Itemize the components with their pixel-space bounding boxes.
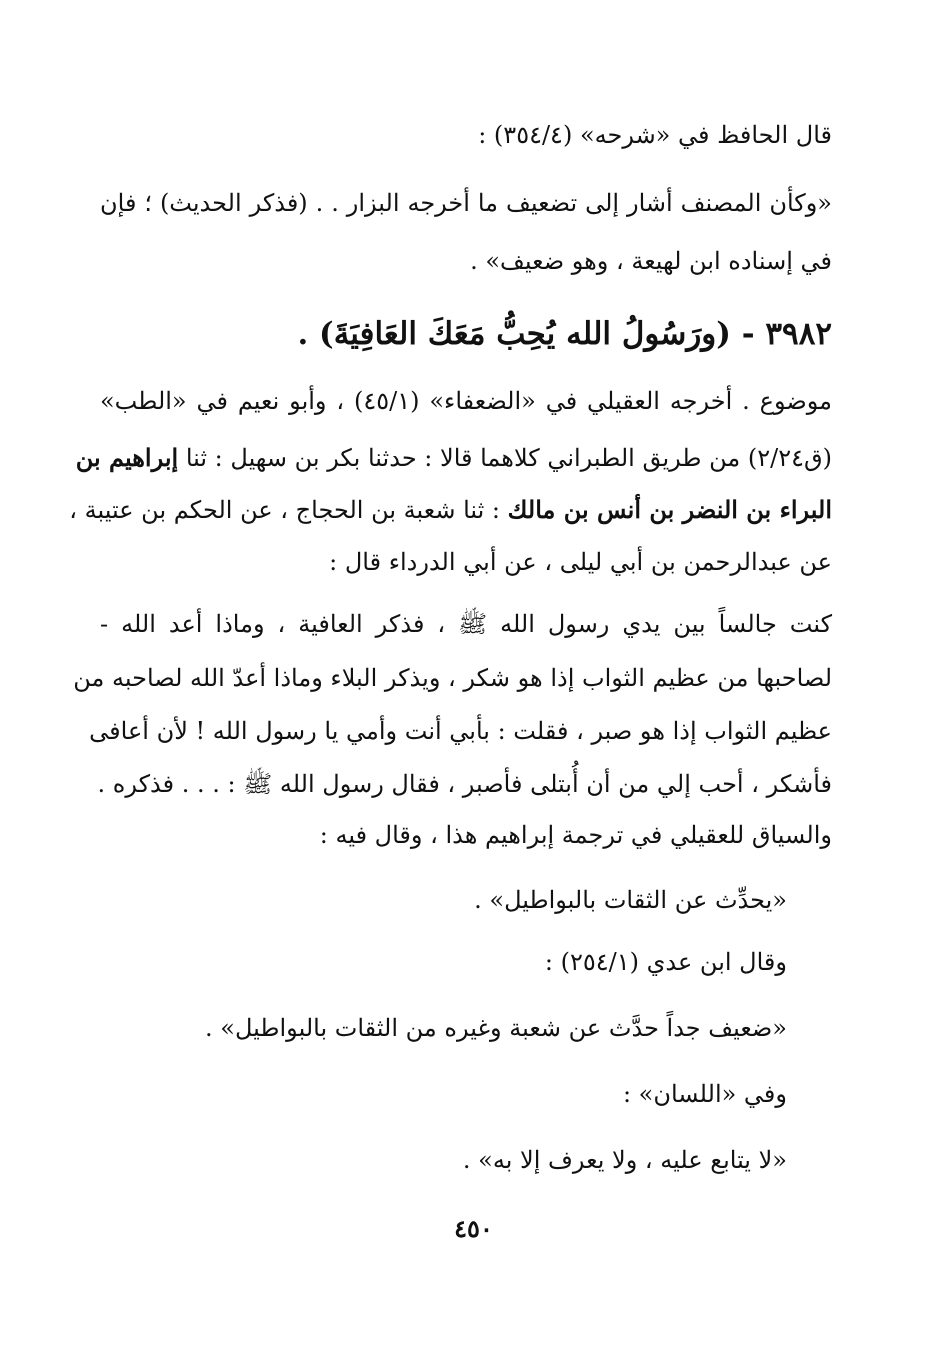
- hadith-text-line-2: لصاحبها من عظيم الثواب إذا هو شكر ، ويذكر البلاء وماذا أعدّ الله لصاحبه من: [73, 664, 832, 692]
- hadith-text-line-5: والسياق للعقيلي في ترجمة إبراهيم هذا ، وقال فيه :: [319, 821, 832, 849]
- hadith-text-line-3: عظيم الثواب إذا هو صبر ، فقلت : بأبي أنت وأمي يا رسول الله ! لأن أعافى: [89, 717, 832, 745]
- narrator-name-part-2: البراء بن النضر بن أنس بن مالك: [507, 495, 832, 524]
- page-number: ٤٥٠: [454, 1214, 493, 1243]
- hadith-heading: ٣٩٨٢ - (ورَسُولُ الله يُحِبُّ مَعَكَ العَافِيَةَ) .: [297, 316, 832, 352]
- narrator-name-part-1: إبراهيم بن: [75, 443, 179, 472]
- quote-line-1: «وكأن المصنف أشار إلى تضعيف ما أخرجه البزار . . (فذكر الحديث) ؛ فإن: [100, 189, 832, 217]
- takhrij-line-3-text: : ثنا شعبة بن الحجاج ، عن الحكم بن عتيبة ،: [69, 496, 501, 524]
- takhrij-line-1: موضوع . أخرجه العقيلي في «الضعفاء» (٤٥/١) ، وأبو نعيم في «الطب»: [100, 387, 832, 415]
- quote-uqayli: «يحدِّث عن الثقات بالبواطيل» .: [474, 886, 787, 914]
- hadith-text-line-1: كنت جالساً بين يدي رسول الله ﷺ ، فذكر العافية ، وماذا أعد الله -: [100, 610, 832, 638]
- quote-lisan: «لا يتابع عليه ، ولا يعرف إلا به» .: [462, 1146, 787, 1174]
- quote-line-2: في إسناده ابن لهيعة ، وهو ضعيف» .: [470, 247, 832, 275]
- lisan-intro: وفي «اللسان» :: [622, 1080, 787, 1108]
- text-line-1: قال الحافظ في «شرحه» (٣٥٤/٤) :: [478, 121, 832, 149]
- quote-ibn-adi: «ضعيف جداً حدَّث عن شعبة وغيره من الثقات بالبواطيل» .: [205, 1014, 787, 1042]
- ibn-adi-intro: وقال ابن عدي (٢٥٤/١) :: [544, 948, 787, 976]
- takhrij-line-3: [69, 492, 832, 528]
- hadith-text-line-4: فأشكر ، أحب إلي من أن أُبتلى فأصبر ، فقال رسول الله ﷺ : . . . فذكره .: [97, 770, 832, 798]
- takhrij-line-4: عن عبدالرحمن بن أبي ليلى ، عن أبي الدرداء قال :: [329, 548, 832, 576]
- takhrij-line-2: [75, 440, 832, 476]
- takhrij-line-2-text: (ق٢/٢٤) من طريق الطبراني كلاهما قالا : حدثنا بكر بن سهيل : ثنا: [185, 444, 832, 472]
